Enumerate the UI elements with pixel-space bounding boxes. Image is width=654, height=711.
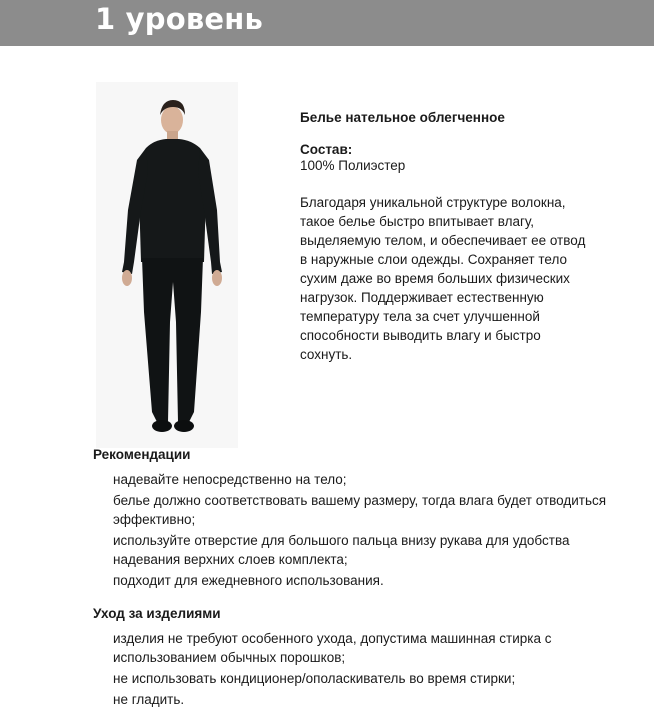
- page-header: [0, 0, 654, 46]
- product-description: Благодаря уникальной структуре волокна, такое белье быстро впитывает влагу, выделяемую телом, и обеспечивает ее отвод в наружные слои одежды. Сохраняет тело сухим даже во время больших физических нагрузок. Поддерживает естественную температуру тела за счет улучшенной способности выводить влагу и быстро сохнуть.: [300, 195, 586, 362]
- list-item: изделия не требуют особенного ухода, допустима машинная стирка с использованием обычных порошков;: [113, 631, 552, 665]
- recommendations-heading: Рекомендации: [93, 447, 191, 462]
- care-list: [113, 629, 633, 709]
- list-item: используйте отверстие для большого пальца внизу рукава для удобства надевания верхних слоев комплекта;: [113, 533, 570, 567]
- product-photo: [96, 82, 238, 448]
- product-name: Белье нательное облегченное: [300, 110, 505, 125]
- list-item: не гладить.: [113, 692, 185, 707]
- list-item: белье должно соответствовать вашему размеру, тогда влага будет отводиться эффективно;: [113, 493, 607, 527]
- list-item: надевайте непосредственно на тело;: [113, 472, 347, 487]
- list-item: подходит для ежедневного использования.: [113, 573, 384, 588]
- recommendations-list: [113, 470, 633, 590]
- person-in-base-layer-icon: [96, 82, 238, 448]
- page-title: 1 уровень: [95, 2, 264, 36]
- list-item: не использовать кондиционер/ополаскиватель во время стирки;: [113, 671, 516, 686]
- composition-label: Состав:: [300, 142, 353, 157]
- product-info: [300, 108, 600, 364]
- composition-value: 100% Полиэстер: [300, 158, 406, 173]
- care-heading: Уход за изделиями: [93, 606, 221, 621]
